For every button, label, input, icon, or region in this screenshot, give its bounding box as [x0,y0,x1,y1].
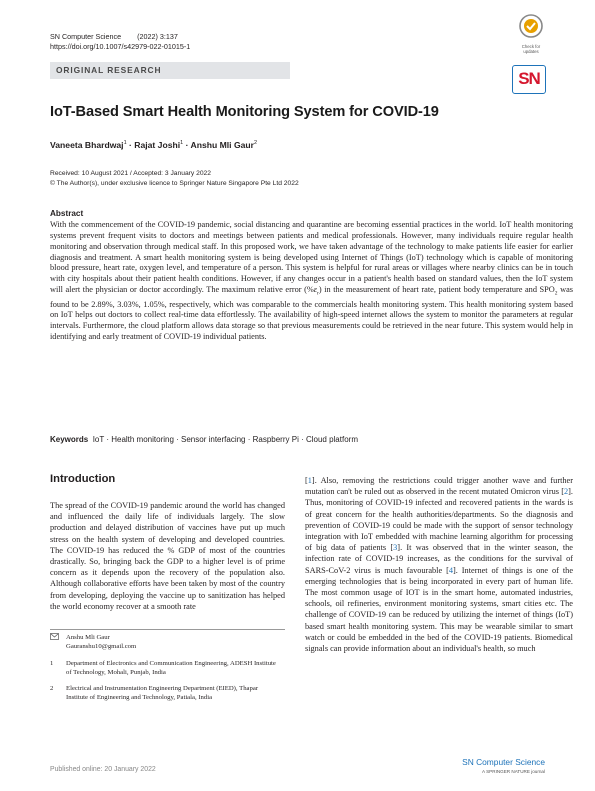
published-online-date: Published online: 20 January 2022 [50,766,156,773]
author-separator: · [183,140,191,150]
citation-link[interactable]: 2 [564,487,569,497]
doi-link[interactable]: https://doi.org/10.1007/s42979-022-01015-1 [50,42,191,51]
citation-link[interactable]: 1 [307,476,312,485]
introduction-heading: Introduction [50,473,116,485]
intro-left-column: The spread of the COVID-19 pandemic around the world has changed and influenced the daily life of individuals largely. The slow production and delayed distribution of vaccines have put up much stress on the health system of developing and developed countries. The COVID-19 has reduced the % GDP of most of the countries drastically. So, bringing back the GDP to a higher level is of prime concern as it depends upon the recovery of the population also. Although collaborative efforts have been taken by most of the country from developing, deploying the vaccine up to sanitization has helped the world economy recover at a smooth rate [50,501,285,611]
keywords-line [50,435,358,444]
citation-link[interactable]: 4 [448,565,454,575]
affiliation-number: 1 [50,660,54,667]
keywords-list: IoT · Health monitoring · Sensor interfacing · Raspberry Pi · Cloud platform [92,435,358,444]
abstract-part: ) in the measurement of heart rate, patient body temperature and SPO [318,285,555,295]
keywords-label: Keywords [50,435,89,444]
abstract-part: was found to be 2.89%, 3.03%, 1.05%, respectively, which was comparable to the commercials health monitoring system. This health monitoring system based on IoT helps out doctors to collect real-time data effortlessly. The availability of high-speed internet allows the system to monitor the parameters at regular intervals. Furthermore, the cloud platform allows data storage so that previous measurements could be retrieved in the near future. This system would help in identifying and early treatment of COVID-19 individual patients. [50,285,574,342]
author-name[interactable]: Rajat Joshi [134,140,181,150]
epsilon-subscript: r [317,290,319,297]
corresponding-author-name: Anshu Mli Gaur [66,634,110,641]
citation-link[interactable]: 3 [393,543,398,553]
epsilon-symbol: ε [313,285,318,295]
intro-text: . It was observed that in the winter season, the infection rate of COVID-19 increases, as the conditions for the survival of SARS-CoV-2 virus is much favourable [305,543,573,575]
intro-right-column: [1]. Also, removing the restrictions could trigger another wave and further mutation can't be ruled out as observed in the recent mutated Omicron virus [2]. Thus, monitoring of COVID-19 infected and recovered patients in the wards is of great concern for the health authorities/departments. So the diagnosis and prevention of COVID-19 could be made with the support of sensor technology integration with IoT embedded with machine learning algorithm for processing of big data of patients [3]. It was observed that in the winter season, the infection rate of COVID-19 increases, as the conditions for the survival of SARS-CoV-2 virus is much favourable [4]. Internet of things is one of the emerging technologies that is being incorporated in every part of human life. The most common usage of IOT is in the smart home, automated industries, schools, oil refineries, environment monitoring systems, smart cities etc. The challenge of COVID-19 can be reduced by utilizing the internet of things (IoT) based smart health monitoring system. This may be wearable similar to smart watch or could be embedded in the bed of the COVID-19 patients. Biomedical signals can provide information about an individual's health, so much [305,476,574,654]
affiliation-text: Department of Electronics and Communication Engineering, ADESH Institute of Technology, Mohali, Punjab, India [66,660,276,676]
affiliation-number: 2 [50,685,54,692]
author-affiliation-mark: 1 [123,140,127,147]
footer-journal-name: SN Computer Science [462,757,545,767]
author-name[interactable]: Vaneeta Bhardwaj [50,140,124,150]
abstract-heading: Abstract [50,209,84,218]
sn-journal-logo: SN [512,65,546,94]
author-affiliation-mark: 2 [254,140,258,147]
abstract-text [50,220,573,343]
intro-text: . Thus, monitoring of COVID-19 infected and recovered patients in the wards is of great concern for the health authorities/departments. So the diagnosis and prevention of COVID-19 could be made with the support of sensor technology integration with IoT embedded with machine learning algorithm for processing of big data of patients [305,487,573,553]
check-for-updates-badge[interactable] [516,13,546,54]
check-updates-icon [516,13,546,39]
author-separator: · [126,140,135,150]
article-title: IoT-Based Smart Health Monitoring System for COVID-19 [50,104,439,120]
article-type-badge: ORIGINAL RESEARCH [50,62,290,79]
corresponding-author-email[interactable]: Gauranshu10@gmail.com [66,643,137,650]
intro-text: . Internet of things is one of the emerging technologies that is being incorporated in every part of human life. The most common usage of IOT is in the smart home, automated industries, schools, oil refineries, environment monitoring systems, smart cities etc. The challenge of COVID-19 can be reduced by utilizing the internet of things (IoT) based smart health monitoring system. This may be wearable similar to smart watch or could be embedded in the bed of the COVID-19 patients. Biomedical signals can provide information about an individual's health, so much [305,565,574,654]
author-affiliation-mark: 1 [180,140,184,147]
abstract-part: With the commencement of the COVID-19 pandemic, social distancing and quarantine are becoming essential practices in the world. IoT health monitoring systems prevent frequent visits to doctors and meetings between patients and medical professionals. However, many individuals require regular health monitoring and observation through medical staff. In this proposed work, we have taken advantage of the technology to make patients life easier for earlier diagnosis and treatment. A smart health monitoring system is being developed using Internet of Things (IoT) technology which is capable of monitoring blood pressure, heart rate, oxygen level, and temperature of a person. This system is helpful for rural areas or villages where nearby clinics can be in touch with city hospitals about their patient health conditions. However, if any changes occur in a patient's health based on standard values, then the IoT system will alert the physician or doctor accordingly. The maximum relative error (% [50,220,573,295]
journal-citation: SN Computer Science (2022) 3:137 [50,32,178,41]
author-name[interactable]: Anshu Mli Gaur [190,140,255,150]
spo2-subscript: 2 [554,290,558,297]
check-updates-label: Check for updates [521,44,541,54]
affiliation-text: Electrical and Instrumentation Engineering Department (EIED), Thapar Institute of Engineering and Technology, Patiala, India [66,685,259,701]
email-icon [50,633,59,643]
author-list [50,140,257,150]
intro-text: . Also, removing the restrictions could trigger another wave and further mutation can't be ruled out as observed in the recent mutated Omicron virus [305,476,573,497]
footnote-divider [50,629,285,630]
footer-publisher: A SPRINGER NATURE journal [482,769,545,774]
copyright-notice: © The Author(s), under exclusive licence to Springer Nature Singapore Pte Ltd 2022 [50,180,299,187]
received-accepted-dates: Received: 10 August 2021 / Accepted: 3 January 2022 [50,170,211,177]
